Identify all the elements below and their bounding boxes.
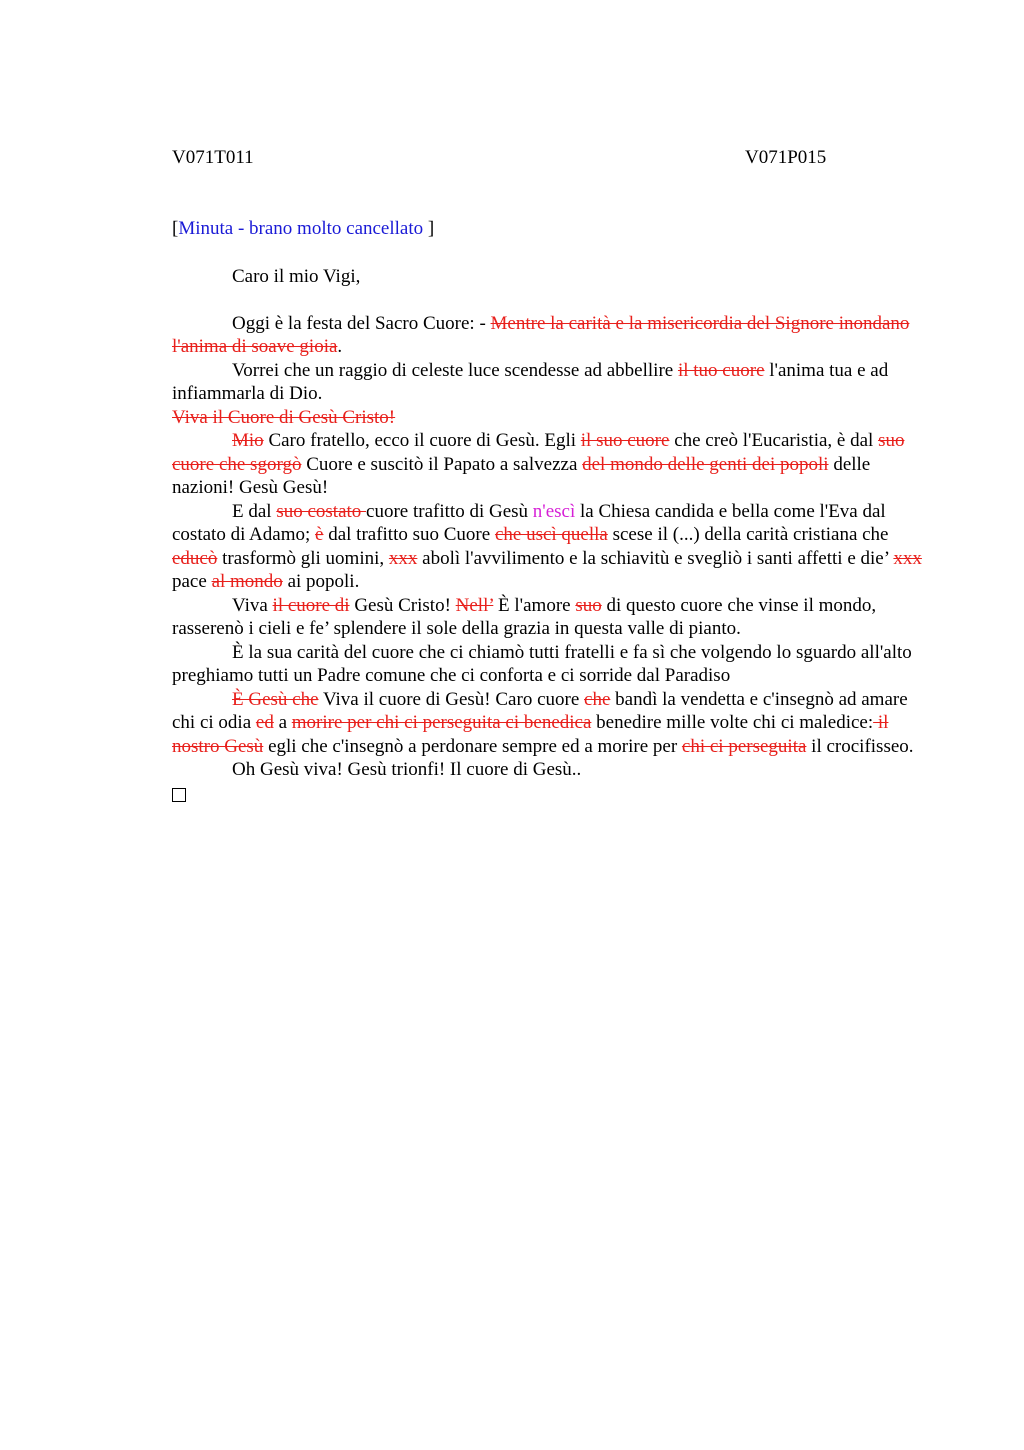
text-span: ai popoli. [282,571,360,592]
text-span: la Chiesa candida e bella come l'Eva dal costato di Adamo; [172,500,886,545]
text-span: Viva il cuore di Gesù! Caro cuore [318,688,585,710]
text-span: delle nazioni! Gesù Gesù! [172,453,871,498]
text-span: Oh Gesù viva! Gesù trionfi! Il cuore di Gesù.. [232,759,582,780]
paragraph-7 [172,641,927,688]
deleted-text: suo cuore che sgorgò [172,430,905,475]
text-span: l'anima tua e ad infiammarla di Dio. [172,359,889,404]
text-span: Caro fratello, ecco il cuore di Gesù. Egli [263,430,581,451]
paragraph-8 [172,688,927,759]
text-span: cuore trafitto di Gesù [366,500,533,522]
deleted-text: il nostro Gesù [172,712,889,757]
text-span: che creò l'Eucaristia, è dal [669,430,879,451]
document-code-left: V071T011 [172,147,254,168]
text-span: Oggi è la festa del Sacro Cuore: - [232,312,491,334]
deleted-text: il suo cuore [580,430,670,451]
deleted-text: del mondo delle genti dei popoli [582,453,829,475]
paragraph-5 [172,500,927,594]
deleted-text: che [584,688,611,710]
text-span: Gesù Cristo! [349,594,456,616]
end-box-icon [172,782,927,809]
deleted-text: xxx [893,547,922,569]
deleted-text: morire per chi ci perseguita ci benedica [291,712,592,733]
text-span: il crocifisseo. [806,735,914,757]
deleted-text: suo costato [276,500,367,522]
text-span: abolì l'avvilimento e la schiavitù e svegliò i santi affetti e die’ [417,547,894,569]
text-span: Viva [232,594,273,616]
text-span: benedire mille volte chi ci maledice: [591,712,874,733]
note-bracket-close: ] [423,218,435,239]
document-code-right: V071P015 [745,147,827,168]
paragraph-9 [172,758,927,782]
text-span: bandì la vendetta e c'insegnò ad amare chi ci odia [172,688,908,733]
text-span: trasformò gli uomini, [217,547,389,569]
deleted-text: educò [172,547,218,569]
note-bracket-open: [ [172,218,179,239]
salutation: Caro il mio Vigi, [232,266,361,287]
paragraph-3 [172,406,927,430]
paragraph-4 [172,429,927,500]
paragraph-6 [172,594,927,641]
deleted-text: al mondo [211,571,283,592]
deleted-text: chi ci perseguita [681,735,807,757]
deleted-text: suo [575,594,602,616]
text-span: scese il (...) della carità cristiana che [607,524,889,545]
deleted-text: il tuo cuore [677,359,765,381]
note-text: Minuta - brano molto cancellato [178,218,424,239]
deleted-text: Mio [232,430,264,451]
deleted-text: il cuore di [272,594,350,616]
deleted-text: che uscì quella [494,524,608,545]
paragraph-2 [172,359,927,406]
text-span: Cuore e suscitò il Papato a salvezza [301,453,583,475]
text-span: Vorrei che un raggio di celeste luce scendesse ad abbellire [232,359,678,381]
letter-body [172,265,927,808]
deleted-text: Viva il Cuore di Gesù Cristo! [172,406,396,428]
text-span: a [273,712,292,733]
text-span: dal trafitto suo Cuore [323,524,495,545]
deleted-text: Nell’ [455,594,494,616]
text-span: È l'amore [493,594,576,616]
text-span: È la sua carità del cuore che ci chiamò tutti fratelli e fa sì che volgendo lo sguardo all'alto preghiamo tutti un Padre comune che ci conforta e ci sorride dal Paradiso [172,641,912,686]
paragraph-1 [172,312,927,359]
inserted-text: n'escì [532,500,576,522]
text-span: E dal [232,500,277,522]
deleted-text: È Gesù che [232,688,319,710]
text-span: di questo cuore che vinse il mondo, rasserenò i cieli e fe’ splendere il sole della grazia in questa valle di pianto. [172,594,877,639]
deleted-text: ed [255,712,274,733]
text-span: pace [172,571,212,592]
text-span: egli che c'insegnò a perdonare sempre ed a morire per [263,735,682,757]
deleted-text: è [315,524,324,545]
deleted-text: xxx [388,547,418,569]
editorial-note [172,217,434,241]
square-icon [172,788,186,802]
deleted-text: Mentre la carità e la misericordia del Signore inondano l'anima di soave gioia [172,312,910,357]
text-span: . [337,336,343,357]
